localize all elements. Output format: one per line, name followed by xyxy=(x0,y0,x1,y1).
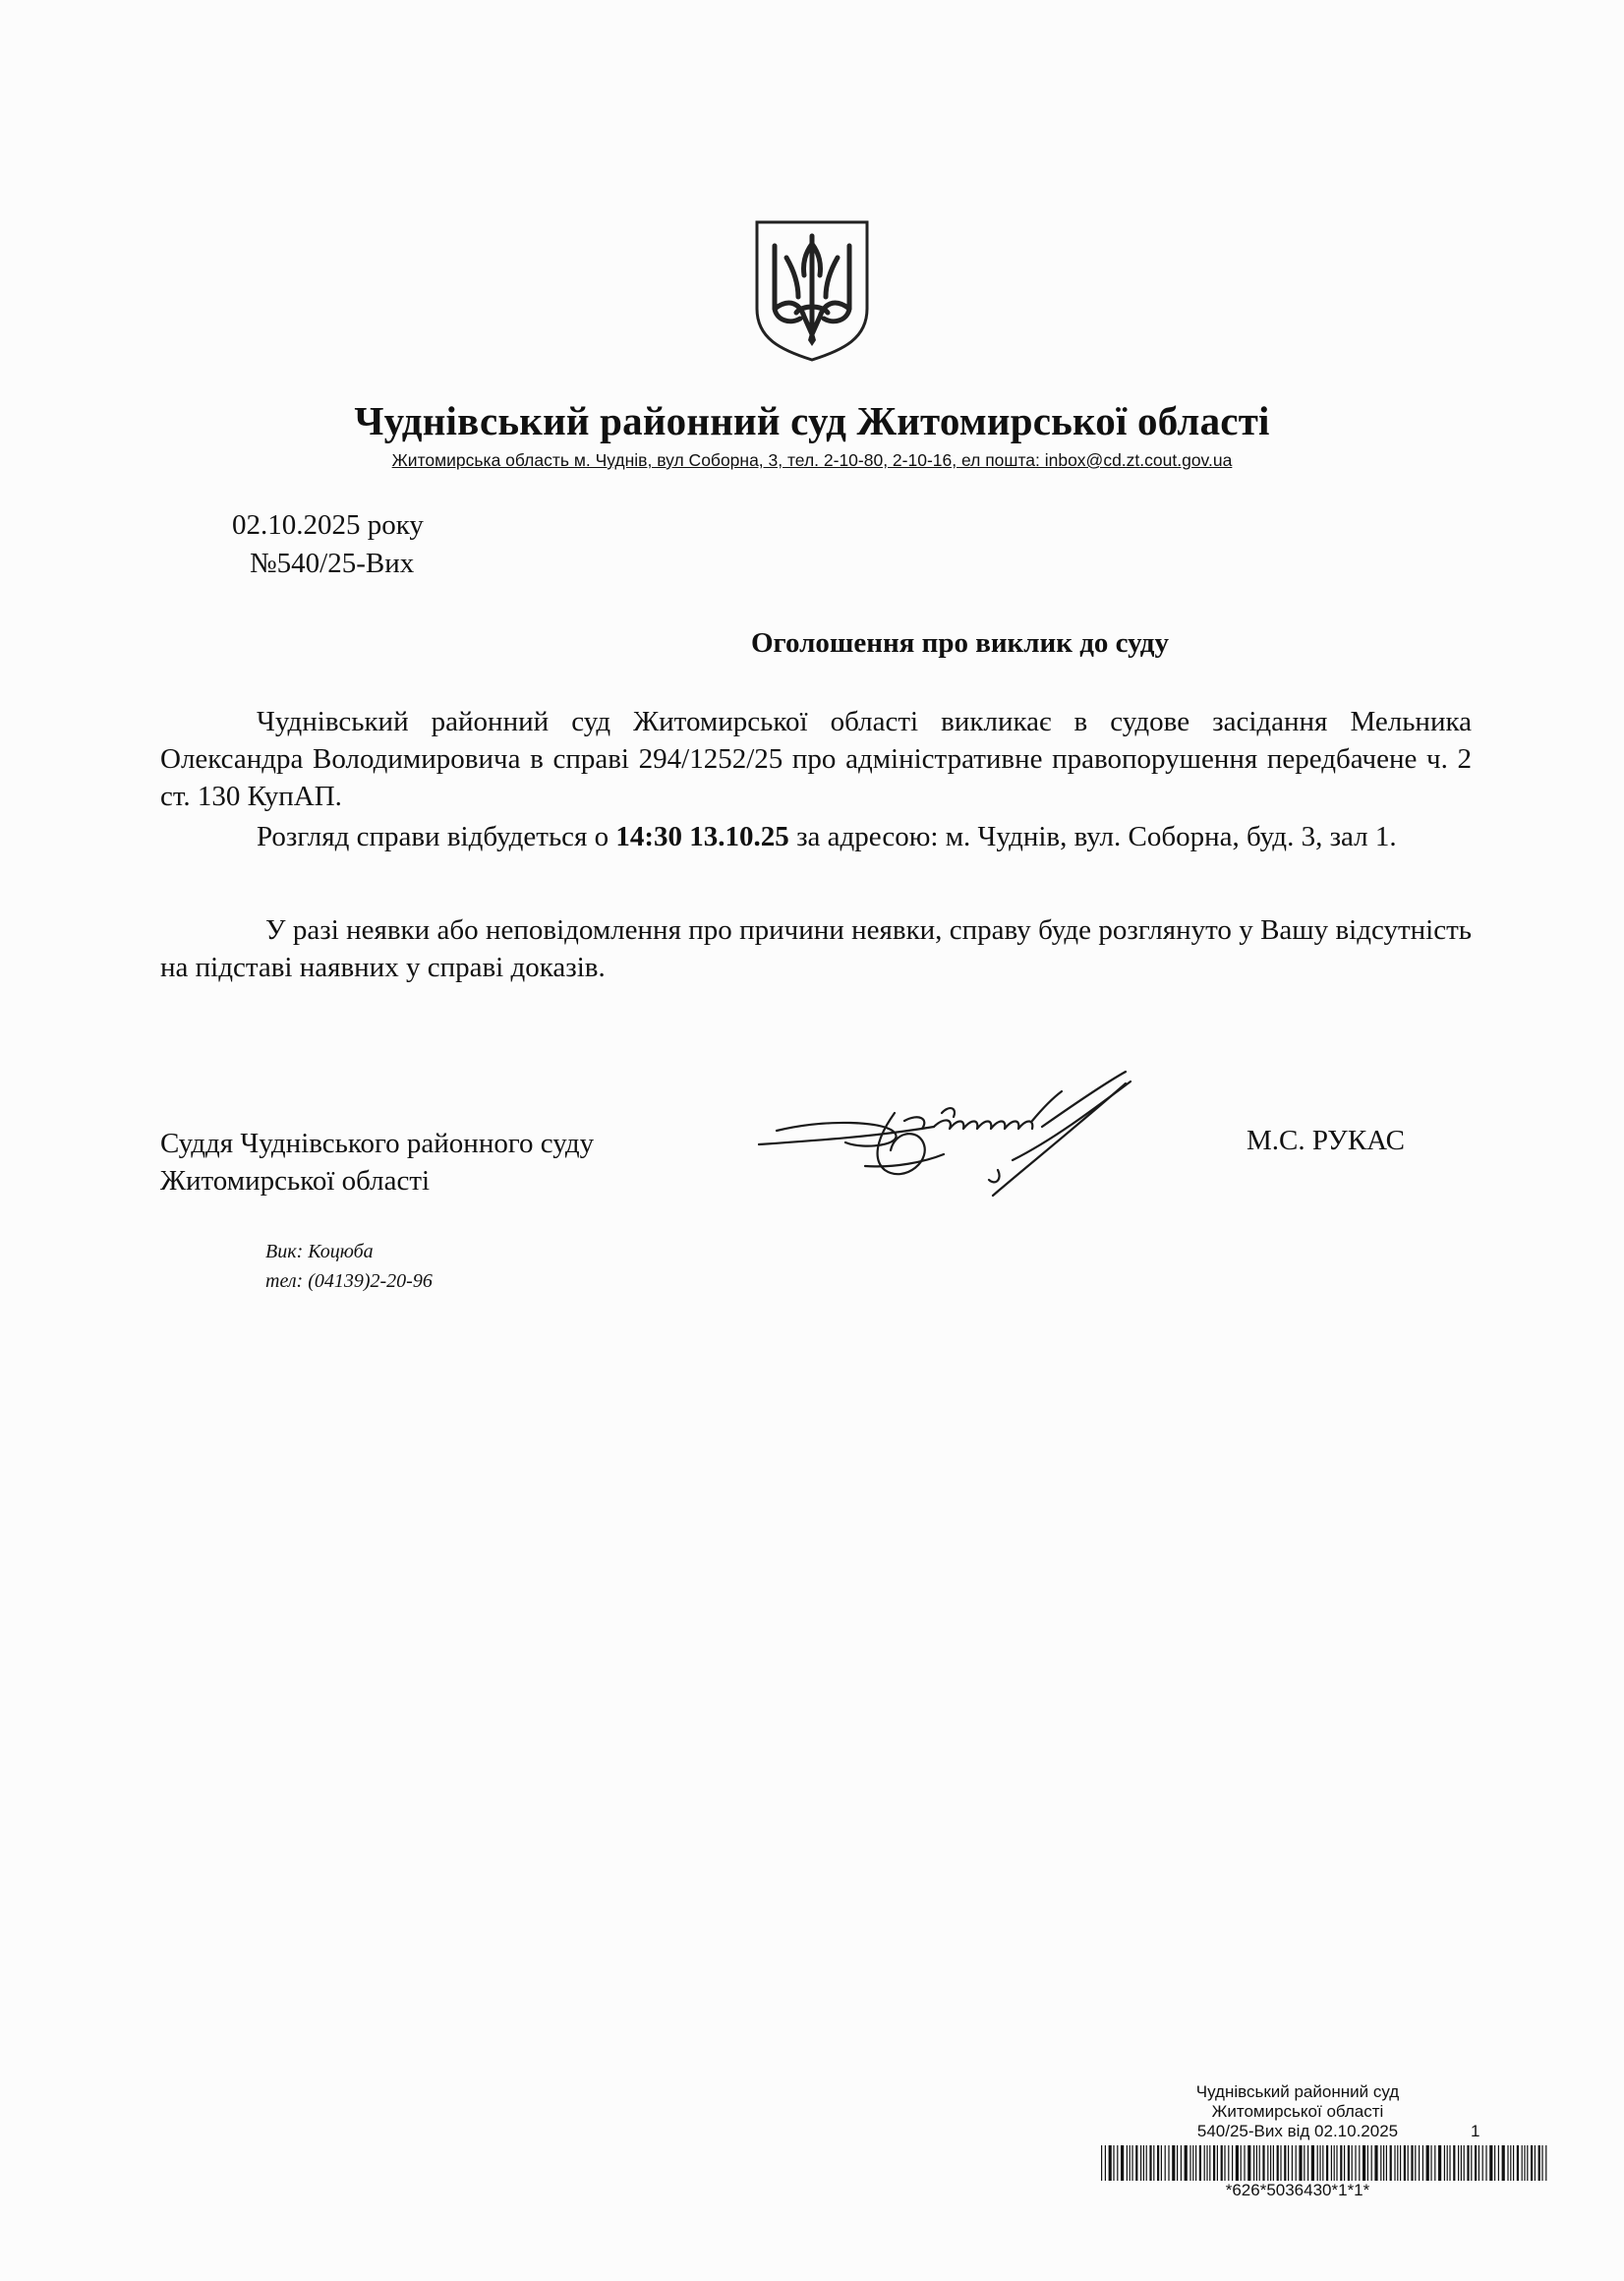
stamp-page-number: 1 xyxy=(1471,2122,1480,2140)
judge-name: М.С. РУКАС xyxy=(1247,1125,1406,1156)
document-number: №540/25-Вих xyxy=(250,548,415,579)
stamp-line: 540/25-Вих від 02.10.2025 xyxy=(1196,2122,1399,2140)
executor-phone: тел: (04139)2-20-96 xyxy=(265,1270,433,1292)
hearing-suffix: за адресою: м. Чуднів, вул. Соборна, буд. 3, зал 1. xyxy=(788,821,1397,852)
court-name: Чуднівський районний суд Житомирської області xyxy=(354,398,1270,443)
absence-notice-paragraph: У разі неявки або неповідомлення про причини неявки, справу буде розглянуто у Вашу відсутність на підставі наявних у справі доказів. xyxy=(160,914,1472,983)
trident-coat-of-arms-icon xyxy=(753,218,871,364)
barcode-icon xyxy=(1099,2145,1553,2181)
registry-stamp xyxy=(1150,2082,1445,2141)
hearing-datetime: 14:30 13.10.25 xyxy=(615,821,789,852)
summons-paragraph: Чуднівський районний суд Житомирської області викликає в судове засідання Мельника Олександра Володимировича в справі 294/1252/25 про адміністративне правопорушення передбачене ч. 2 ст. 130 КупАП. xyxy=(160,706,1472,812)
executor-info xyxy=(265,1237,433,1296)
hearing-details-paragraph xyxy=(160,818,1472,855)
court-address: Житомирська область м. Чуднів, вул Соборна, 3, тел. 2-10-80, 2-10-16, ел пошта: inbox@cd.zt.cout.gov.ua xyxy=(391,450,1233,470)
stamp-line: Чуднівський районний суд xyxy=(1195,2082,1400,2101)
barcode-text: *626*5036430*1*1* xyxy=(1225,2181,1370,2199)
document-title: Оголошення про виклик до суду xyxy=(751,627,1169,659)
judge-title-line: Суддя Чуднівського районного суду xyxy=(160,1128,595,1159)
handwritten-signature-icon xyxy=(747,1023,1140,1219)
judge-title-line: Житомирської області xyxy=(160,1165,431,1197)
judge-title xyxy=(160,1125,594,1199)
executor-name: Вик: Коцюба xyxy=(265,1241,374,1262)
hearing-prefix: Розгляд справи відбудеться о xyxy=(257,821,616,852)
stamp-line: Житомирської області xyxy=(1211,2102,1384,2121)
document-date: 02.10.2025 року xyxy=(232,509,424,541)
